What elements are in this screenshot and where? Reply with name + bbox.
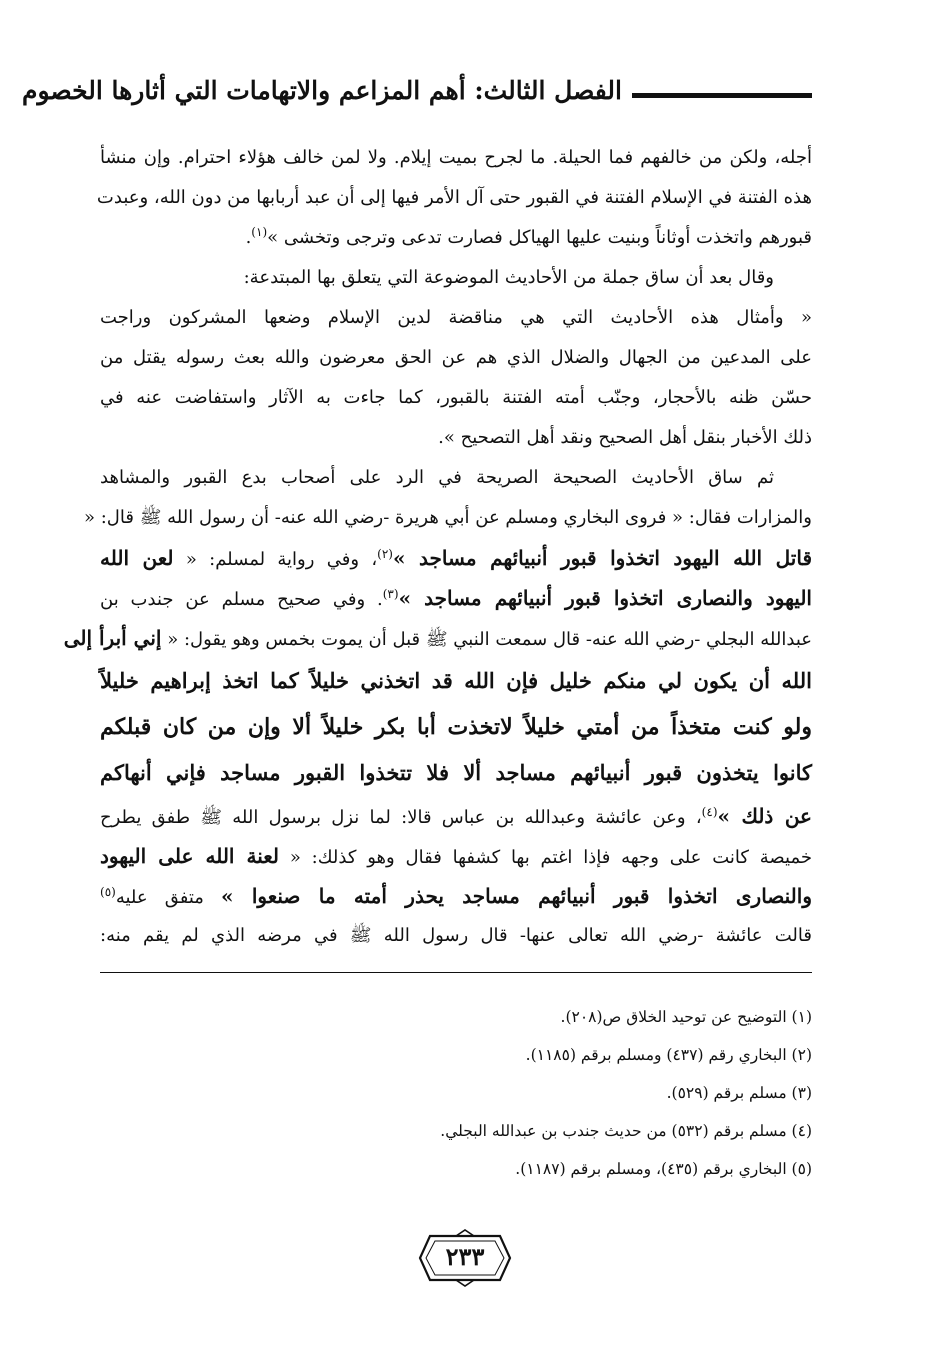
footnote-divider [100,972,812,973]
text-line: عن ذلك »$^{(٤)}$، وعن عائشة وعبدالله بن عباس قالا: لما نزل برسول الله ﷺ طفق يطرح [100,804,812,828]
text-line: عبدالله البجلي -رضي الله عنه- قال سمعت النبي ﷺ قبل أن يموت بخمس وهو يقول: « إني أبرأ إلى [63,626,812,650]
footnote: (٣) مسلم برقم (٥٢٩). [666,1084,812,1102]
text-line: الله أن يكون لي منكم خليل فإن الله قد اتخذني خليلاً كما اتخذ إبراهيم خليلاً [100,668,812,693]
text-line: كانوا يتخذون قبور أنبيائهم مساجد ألا فلا تتخذوا القبور مساجد فإني أنهاكم [100,760,812,785]
text-line: قالت عائشة -رضي الله تعالى عنها- قال رسول الله ﷺ في مرضه الذي لم يقم منه: [100,925,812,946]
text-line: على المدعين من الجهال والضلال الذي هم عن الحق معرضون والله بعث رسوله يقتل من [100,347,812,368]
text-line: والنصارى اتخذوا قبور أنبيائهم مساجد يحذر أمته ما صنعوا » متفق عليه$^{(٥)}$ [100,884,812,908]
footnote-ref: (٢) [377,547,393,561]
text-line: قبورهم واتخذت أوثاناً وبنيت عليها الهياكل فصارت تدعى وترجى وتخشى »$^{(١)}$. [245,225,812,248]
text-line: « وأمثال هذه الأحاديث التي هي مناقضة لدين الإسلام وضعها المشركون وراجت [100,307,812,328]
hadith-text: لعن الله [100,546,174,570]
text-line: اليهود والنصارى اتخذوا قبور أنبيائهم مساجد »$^{(٣)}$. وفي صحيح مسلم عن جندب بن [100,586,812,610]
hadith-text: عن ذلك » [717,804,812,828]
text-line: ذلك الأخبار بنقل أهل الصحيح ونقد أهل التصحيح ». [438,427,812,448]
hadith-text: اليهود والنصارى اتخذوا قبور أنبيائهم مساجد » [398,586,812,610]
footnote-ref: (٤) [701,805,718,819]
chapter-title: الفصل الثالث: أهم المزاعم والاتهامات التي أثارها الخصوم [22,76,622,105]
text-line: أجله، ولكن من خالفهم فما الحيلة. ما لجرح بميت إيلام. ولا لمن خالف هؤلاء احترام. وإن منشأ [100,147,812,168]
footnote: (٢) البخاري رقم (٤٣٧) ومسلم برقم (١١٨٥). [525,1046,812,1064]
body-text [63,138,812,956]
page-number: ٢٣٣ [445,1242,485,1271]
text-line: ثم ساق الأحاديث الصحيحة الصريحة في الرد على أصحاب بدع القبور والمشاهد [100,467,774,488]
text-line: خميصة كانت على وجهه فإذا اغتم بها كشفها فقال وهو كذلك: « لعنة الله على اليهود [100,844,812,868]
footnote-ref: (٥) [100,885,116,899]
footnote: (٤) مسلم برقم (٥٣٢) من حديث جندب بن عبدالله البجلي. [440,1122,812,1140]
text-line: هذه الفتنة في الإسلام الفتنة في القبور حتى آل الأمر فيها إلى أن عبد أربابها من دون الله، وعبدت [96,187,812,208]
text-line: قاتل الله اليهود اتخذوا قبور أنبيائهم مساجد »$^{(٢)}$، وفي رواية لمسلم: « لعن الله [100,546,812,570]
footnote-ref: (١) [251,225,268,239]
hadith-text: لعنة الله على اليهود [100,844,280,868]
hadith-text: إني أبرأ إلى [63,626,162,650]
text-line: وقال بعد أن ساق جملة من الأحاديث الموضوعة التي يتعلق بها المبتدعة: [243,267,774,288]
text-line: ولو كنت متخذاً من أمتي خليلاً لاتخذت أبا بكر خليلاً ألا وإن من كان قبلكم [100,714,812,740]
hadith-text: قاتل الله اليهود اتخذوا قبور أنبيائهم مساجد » [392,546,812,570]
hadith-text: والنصارى اتخذوا قبور أنبيائهم مساجد يحذر أمته ما صنعوا » [221,884,812,908]
footnote: (١) التوضيح عن توحيد الخلاق ص(٢٠٨). [560,1008,812,1026]
text-line: والمزارات فقال: « فروى البخاري ومسلم عن أبي هريرة -رضي الله عنه- أن رسول الله ﷺ قال: « [84,507,812,528]
footnotes [100,998,812,1188]
footnote-ref: (٣) [382,587,399,601]
page-number-ornament [416,1228,514,1288]
text-line: حسّن ظنه بالأحجار، وجنّب أمته الفتنة بالقبور، كما جاءت به الآثار واستفاضت عنه في [100,387,812,408]
footnote: (٥) البخاري برقم (٤٣٥)، ومسلم برقم (١١٨٧). [515,1160,812,1178]
running-header [22,70,812,122]
header-rule [632,93,812,98]
